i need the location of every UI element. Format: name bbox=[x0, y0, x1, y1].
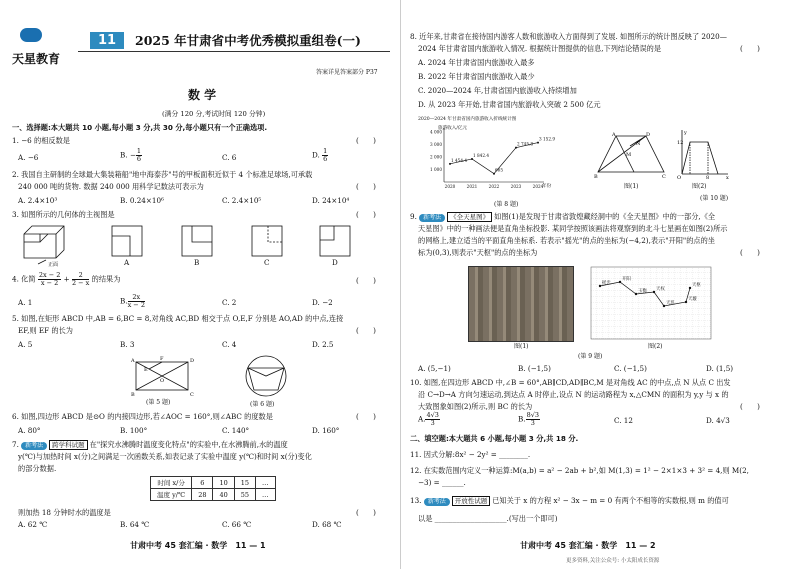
star-point bbox=[653, 291, 655, 293]
q9-option-d[interactable]: D. (1,5) bbox=[706, 364, 734, 373]
q5-option-d[interactable]: D. 2.5 bbox=[312, 340, 334, 349]
q3-front-label: 正面 bbox=[48, 262, 59, 268]
q6-option-a[interactable]: A. 80° bbox=[18, 426, 41, 435]
q12-line2: −3) = ______. bbox=[418, 478, 466, 487]
svg-text:y: y bbox=[684, 130, 687, 136]
svg-text:E: E bbox=[144, 367, 148, 373]
q13-line1: 13. 新考法 开放性试题 已知关于 x 的方程 x² − 3x − m = 0 有两个不相等的实数根,则 m 的值可 bbox=[410, 496, 729, 505]
star-label: 天枢 bbox=[692, 283, 701, 288]
q6-option-b[interactable]: B. 100° bbox=[120, 426, 148, 435]
star-label: 摇光 bbox=[602, 281, 611, 286]
data-label: 1 454.4 bbox=[451, 157, 467, 163]
q3-option-d[interactable]: D bbox=[332, 258, 338, 267]
q9-badge: 新考法 bbox=[419, 214, 445, 222]
star-point bbox=[599, 285, 601, 287]
star-label: 天权 bbox=[656, 287, 665, 292]
q5-rectangle-figure bbox=[128, 354, 198, 398]
page-title: 2025 年甘肃省中考优秀模拟重组卷(一) bbox=[135, 33, 361, 48]
q9-cap2: 图(2) bbox=[648, 343, 663, 350]
q5-option-a[interactable]: A. 5 bbox=[18, 340, 33, 349]
q5-option-c[interactable]: C. 4 bbox=[222, 340, 237, 349]
chart-xlabel: 年份 bbox=[542, 184, 552, 189]
q8-figure-label: (第 8 题) bbox=[494, 201, 519, 208]
svg-text:12: 12 bbox=[677, 140, 684, 146]
q6-option-d[interactable]: D. 160° bbox=[312, 426, 340, 435]
q10-option-a[interactable]: A. $\frac{4√3}{3}$ bbox=[418, 411, 439, 427]
svg-text:A: A bbox=[612, 132, 616, 138]
q3-answer-paren[interactable]: ( ) bbox=[356, 210, 376, 219]
y-tick-label: 4 000 bbox=[430, 129, 442, 135]
data-label: 1 842.4 bbox=[473, 152, 489, 158]
q3-option-a[interactable]: A bbox=[124, 258, 130, 267]
q7-option-a[interactable]: A. 62 ℃ bbox=[18, 520, 48, 529]
data-point bbox=[515, 147, 517, 149]
q9-tag: 《全天星图》 bbox=[447, 212, 492, 222]
option-d-view bbox=[320, 226, 350, 256]
q9-figure-label: (第 9 题) bbox=[578, 353, 603, 360]
q10-cap2: 图(2) bbox=[692, 183, 707, 190]
svg-text:M: M bbox=[626, 152, 632, 158]
data-point bbox=[471, 158, 473, 160]
q9-line1: 9. 新考法 《全天星图》 如图(1)是发现于甘肃省敦煌藏经洞中的《全天星图》中的一部分,《全 bbox=[410, 212, 716, 221]
svg-text:A: A bbox=[131, 358, 135, 364]
q9-line2: 天星图》中的一种画法便是直角坐标投影. 某同学按照该画法将观察到的北斗七星画在如图(2)所示 bbox=[418, 224, 728, 233]
svg-text:D: D bbox=[190, 358, 195, 364]
q7-line4: 则加热 18 分钟时水的温度是 bbox=[18, 508, 111, 517]
q10-line1: 10. 如图,在四边形 ABCD 中,∠B = 60°,AB∥CD,AD∥BC,M 是对角线 AC 的中点,点 N 从点 C 出发 bbox=[410, 378, 731, 387]
q13-tag: 开放性试题 bbox=[452, 496, 491, 506]
star-label: 天璇 bbox=[688, 297, 697, 302]
q2-line2: 240 000 吨的货物. 数据 240 000 用科学记数法可表示为 bbox=[18, 182, 204, 191]
star-point bbox=[689, 287, 691, 289]
q4-option-b[interactable]: B. $\frac{2x}{x - 2}$ bbox=[120, 293, 145, 309]
q6-answer-paren[interactable]: ( ) bbox=[356, 412, 376, 421]
q4-option-a[interactable]: A. 1 bbox=[18, 298, 33, 307]
q5-option-b[interactable]: B. 3 bbox=[120, 340, 135, 349]
q10-figure-label: (第 10 题) bbox=[700, 195, 729, 202]
q8-option-b[interactable]: B. 2022 年甘肃省国内旅游收入最少 bbox=[418, 72, 535, 81]
q7-option-b[interactable]: B. 64 ℃ bbox=[120, 520, 150, 529]
q1-option-c[interactable]: C. 6 bbox=[222, 153, 237, 162]
q7-badge: 新考法 bbox=[21, 442, 47, 450]
table-row: 温度 y/℃ 28 40 55 … bbox=[151, 489, 276, 501]
q8-answer-paren[interactable]: ( ) bbox=[740, 44, 760, 53]
star-point bbox=[663, 305, 665, 307]
chart-title: 2020—2024 年甘肃省国内旅游收入折线统计图 bbox=[418, 117, 517, 122]
q7-option-c[interactable]: C. 66 ℃ bbox=[222, 520, 252, 529]
svg-text:D: D bbox=[646, 132, 651, 138]
svg-text:8: 8 bbox=[706, 175, 710, 180]
q7-line3: 的部分数据. bbox=[18, 464, 57, 473]
svg-text:N: N bbox=[636, 141, 641, 147]
y-tick-label: 1 000 bbox=[430, 167, 442, 172]
section1-heading: 一、选择题:本大题共 10 小题,每小题 3 分,共 30 分,每小题只有一个正确选项. bbox=[12, 123, 268, 132]
q10-answer-paren[interactable]: ( ) bbox=[740, 402, 760, 411]
q3-option-c[interactable]: C bbox=[264, 258, 270, 267]
q2-line1: 2. 我国自主研制的全球最大集装箱船"地中海泰莎"号的甲板面积近似于 4 个标准足球场,可承载 bbox=[12, 170, 313, 179]
data-label: 665 bbox=[495, 167, 503, 173]
footer-left: 甘肃中考 45 套汇编 · 数学 11 — 1 bbox=[130, 541, 266, 550]
q7-option-d[interactable]: D. 68 ℃ bbox=[312, 520, 342, 529]
q1-stem: 1. −6 的相反数是 bbox=[12, 136, 70, 145]
q12-line1: 12. 在实数范围内定义一种运算:M(a,b) = a² − 2ab + b²,如 M(1,3) = 1² − 2×1×3 + 3² = 4,则 M(2, bbox=[410, 466, 749, 475]
q7-line2: y(℃)与加热时间 x(分)之间满足一次函数关系,如表记录了实验中温度 y(℃)和时间 x(分)变化 bbox=[18, 452, 312, 461]
data-point bbox=[493, 173, 495, 175]
q6-circle-figure bbox=[236, 352, 296, 402]
q5-line1: 5. 如图,在矩形 ABCD 中,AB = 6,BC = 8,对角线 AC,BD 相交于点 O,E,F 分别是 AO,AD 的中点,连接 bbox=[12, 314, 344, 323]
svg-text:F: F bbox=[160, 356, 164, 362]
q10-option-b[interactable]: B. $\frac{8√3}{3}$ bbox=[518, 411, 539, 427]
q8-option-c[interactable]: C. 2020—2024 年,甘肃省国内旅游收入持续增加 bbox=[418, 86, 577, 95]
q10-option-c[interactable]: C. 12 bbox=[614, 416, 633, 425]
q8-line2: 2024 年甘肃省国内旅游收入情况. 根据统计图提供的信息,下列结论错误的是 bbox=[418, 44, 662, 53]
q9-option-b[interactable]: B. (−1,5) bbox=[518, 364, 551, 373]
q9-option-c[interactable]: C. (−1,5) bbox=[614, 364, 647, 373]
q8-line-chart bbox=[418, 114, 568, 200]
x-tick-label: 2023 bbox=[510, 184, 522, 189]
q7-line1: 7. 新考法 跨学科试题 在"探究水沸腾时温度变化特点"的实验中,在水沸腾前,水的温度 bbox=[12, 440, 288, 449]
section2-heading: 二、填空题:本大题共 6 小题,每小题 3 分,共 18 分. bbox=[410, 434, 579, 443]
y-tick-label: 3 000 bbox=[430, 142, 442, 147]
star-map-photo bbox=[468, 266, 574, 342]
q6-figure-label: (第 6 题) bbox=[250, 401, 275, 408]
q9-cap1: 图(1) bbox=[514, 343, 529, 350]
data-point bbox=[537, 142, 539, 144]
q2-option-d[interactable]: D. 24×10⁴ bbox=[312, 196, 350, 205]
x-tick-label: 2024 bbox=[532, 184, 544, 189]
star-label: 天玑 bbox=[666, 301, 675, 306]
front-arrow bbox=[38, 260, 46, 264]
x-tick-label: 2022 bbox=[488, 184, 500, 189]
y-tick-label: 2 000 bbox=[430, 154, 442, 160]
q5-figure-label: (第 5 题) bbox=[146, 399, 171, 406]
data-label: 3 152.9 bbox=[539, 136, 555, 142]
option-a-view bbox=[112, 226, 142, 256]
q4-option-d[interactable]: D. −2 bbox=[312, 298, 333, 307]
table-row: 时间 x/分 6 10 15 … bbox=[151, 477, 276, 489]
paper-number: 11 bbox=[90, 32, 124, 49]
q1-option-d[interactable]: D. $\frac{1}{6}$ bbox=[312, 147, 328, 163]
q1-answer-paren[interactable]: ( ) bbox=[356, 136, 376, 145]
logo-text: 天星教育 bbox=[12, 52, 61, 66]
star-point bbox=[635, 293, 637, 295]
q10-line3: 大致图象如图(2)所示,则 BC 的长为 bbox=[418, 402, 533, 411]
q2-option-a[interactable]: A. 2.4×10³ bbox=[18, 196, 58, 205]
answer-ref: 答案详见答案部分 P37 bbox=[316, 69, 378, 76]
q3-stem: 3. 如图所示的几何体的主视图是 bbox=[12, 210, 115, 219]
q2-answer-paren[interactable]: ( ) bbox=[356, 182, 376, 191]
q1-option-a[interactable]: A. −6 bbox=[18, 153, 39, 162]
q7-tag: 跨学科试题 bbox=[49, 440, 88, 450]
q2-option-c[interactable]: C. 2.4×10⁵ bbox=[222, 196, 262, 205]
page-divider bbox=[400, 0, 401, 569]
option-b-view bbox=[182, 226, 212, 256]
x-tick-label: 2020 bbox=[444, 184, 456, 189]
logo bbox=[12, 28, 74, 68]
q2-option-b[interactable]: B. 0.24×10⁶ bbox=[120, 196, 164, 205]
star-label: 开阳 bbox=[622, 277, 631, 282]
q11-stem: 11. 因式分解:8x² − 2y² = ________. bbox=[410, 450, 531, 459]
q7-answer-paren[interactable]: ( ) bbox=[356, 508, 376, 517]
q3-option-b[interactable]: B bbox=[194, 258, 200, 267]
svg-text:B: B bbox=[594, 174, 598, 180]
q10-graph-figure bbox=[676, 128, 730, 180]
data-label: 2 745.8 bbox=[517, 141, 533, 147]
q6-option-c[interactable]: C. 140° bbox=[222, 426, 250, 435]
q13-badge: 新考法 bbox=[424, 498, 450, 506]
q9-grid-figure bbox=[590, 266, 714, 342]
option-c-view bbox=[252, 226, 282, 256]
subject-title: 数 学 bbox=[188, 88, 217, 102]
chart-marks bbox=[430, 130, 555, 190]
svg-text:O: O bbox=[677, 175, 682, 180]
q9-answer-paren[interactable]: ( ) bbox=[740, 248, 760, 257]
chart-ylabel: 旅游收入/亿元 bbox=[438, 126, 468, 131]
exam-info: (满分 120 分,考试时间 120 分钟) bbox=[162, 110, 266, 118]
q10-cap1: 图(1) bbox=[624, 183, 639, 190]
header-rule bbox=[78, 51, 390, 52]
bottom-note: 更多资料,关注公众号: 小太阳成长资源 bbox=[566, 558, 660, 564]
svg-text:C: C bbox=[662, 174, 666, 180]
data-point bbox=[449, 163, 451, 165]
q10-line2: 沿 C→D→A 方向匀速运动,到达点 A 时停止,设点 N 的运动路程为 x,△CMN 的面积为 y,y 与 x 的 bbox=[418, 390, 729, 399]
q10-parallelogram-figure bbox=[594, 132, 668, 180]
q8-option-a[interactable]: A. 2024 年甘肃省国内旅游收入最多 bbox=[418, 58, 535, 67]
q9-line4: 标为(0,3),则表示"天枢"的点的坐标为 bbox=[418, 248, 538, 257]
svg-text:O: O bbox=[160, 378, 165, 384]
svg-text:x: x bbox=[726, 175, 729, 180]
q5-line2: EF,则 EF 的长为 bbox=[18, 326, 73, 335]
solid-figure bbox=[24, 226, 64, 258]
q10-option-d[interactable]: D. 4√3 bbox=[706, 416, 730, 425]
q4-answer-paren[interactable]: ( ) bbox=[356, 276, 376, 285]
q9-line3: 的网格上,建立适当的平面直角坐标系. 若表示"摇光"的点的坐标为(−4,2),表示"开阳"的点的坐 bbox=[418, 236, 715, 245]
footer-right: 甘肃中考 45 套汇编 · 数学 11 — 2 bbox=[520, 541, 656, 550]
q13-line2: 以是 ____________________.(写出一个即可) bbox=[418, 514, 558, 523]
q7-table bbox=[150, 476, 276, 501]
q6-stem: 6. 如图,四边形 ABCD 是⊙O 的内接四边形,若∠AOC = 160°,则∠ABC 的度数是 bbox=[12, 412, 273, 421]
q4-option-c[interactable]: C. 2 bbox=[222, 298, 237, 307]
q8-option-d[interactable]: D. 从 2023 年开始,甘肃省国内旅游收入突破 2 500 亿元 bbox=[418, 100, 601, 109]
x-tick-label: 2021 bbox=[466, 184, 478, 189]
q1-option-b[interactable]: B. − $\frac{1}{6}$ bbox=[120, 147, 142, 163]
svg-text:B: B bbox=[131, 392, 135, 398]
svg-text:C: C bbox=[190, 392, 194, 398]
q8-line1: 8. 近年来,甘肃省在接待国内游客人数和旅游收入方面得到了发展. 如图所示的统计图反映了 2020— bbox=[410, 32, 727, 41]
q9-option-a[interactable]: A. (5,−1) bbox=[418, 364, 451, 373]
q5-answer-paren[interactable]: ( ) bbox=[356, 326, 376, 335]
q4-stem: 4. 化简 $\frac{2x - 2}{x - 2}$ + $\frac{2}{2 - x}$ 的结果为 bbox=[12, 271, 121, 287]
star-label: 玉衡 bbox=[638, 289, 647, 294]
star-point bbox=[619, 281, 621, 283]
star-point bbox=[685, 301, 687, 303]
